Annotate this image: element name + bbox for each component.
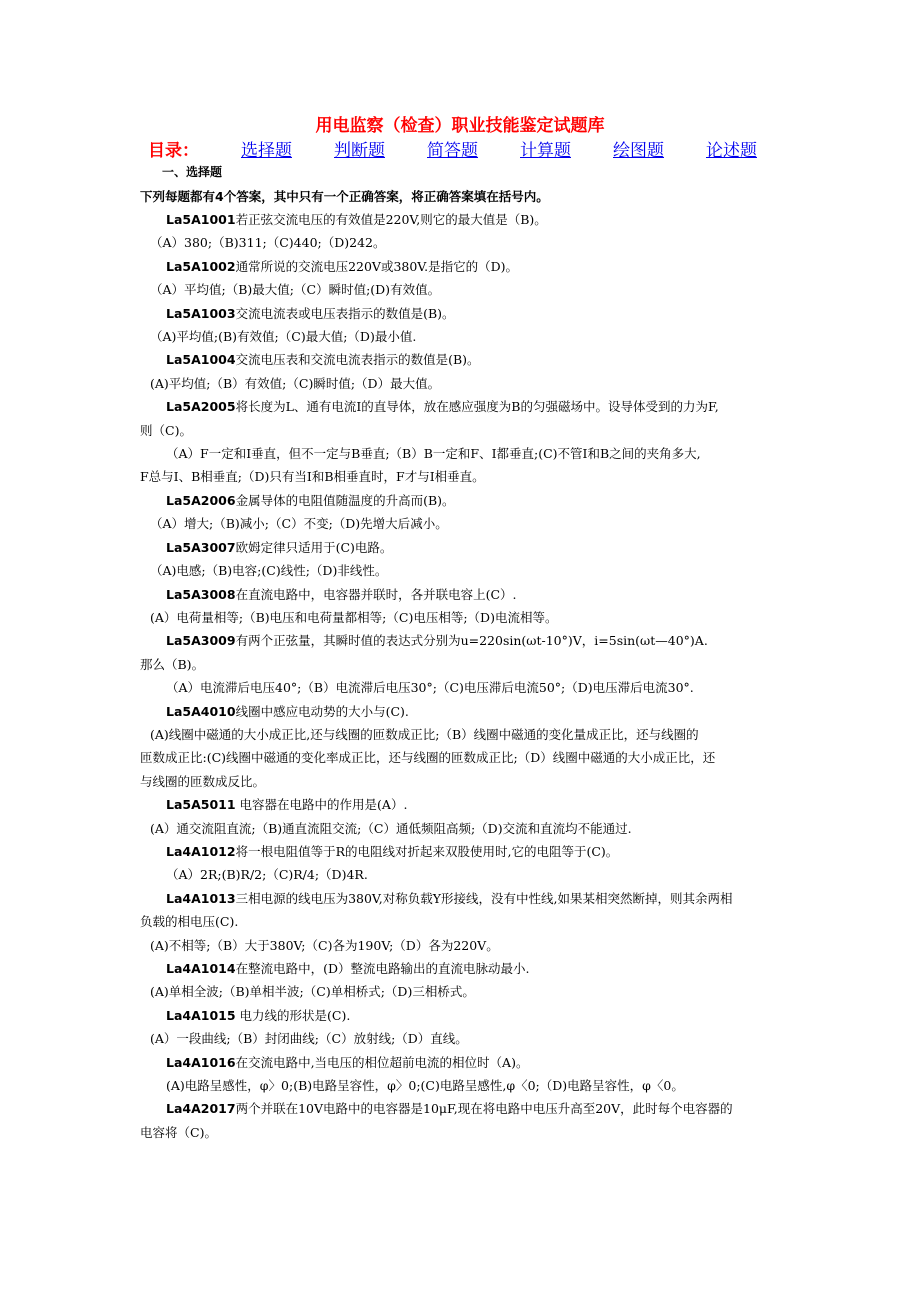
question-code: La4A1016 [166,1054,236,1070]
question-code: La5A1004 [166,352,236,368]
question-text: (A)电路呈感性，φ〉0;(B)电路呈容性，φ〉0;(C)电路呈感性,φ〈0;（D)电路呈容性，φ〈0。 [166,1078,684,1094]
question-text: 金属导体的电阻值随温度的升高而(B)。 [235,492,455,508]
toc-link-calculation[interactable]: 计算题 [520,141,571,161]
question-line [140,465,788,488]
question-text: 欧姆定律只适用于(C)电路。 [235,539,393,555]
question-list [140,208,788,1144]
question-line [140,817,788,840]
question-text: （A）增大;（B)减小;（C）不变;（D)先增大后减小。 [150,516,448,532]
question-stem [140,395,788,418]
question-text: 三相电源的线电压为380V,对称负载Y形接线，没有中性线,如果某相突然断掉，则其余两相 [235,890,733,906]
question-stem [140,348,788,371]
question-text: （A）380;（B)311;（C)440;（D)242。 [150,235,386,251]
question-line [140,980,788,1003]
question-line [140,863,788,886]
question-line [140,606,788,629]
question-text: (A)单相全波;（B)单相半波;（C)单相桥式;（D)三相桥式。 [150,984,475,1000]
question-line [140,676,788,699]
page-title: 用电监察（检查）职业技能鉴定试题库 [315,116,605,136]
question-text: 交流电流表或电压表指示的数值是(B)。 [235,305,455,321]
question-text: 将一根电阻值等于R的电阻线对折起来双股使用时,它的电阻等于(C)。 [235,843,619,859]
question-line [140,512,788,535]
question-line [140,231,788,254]
toc-link-drawing[interactable]: 绘图题 [613,141,664,161]
question-stem [140,489,788,512]
toc-link-judgment[interactable]: 判断题 [334,141,385,161]
question-text: (A)线圈中磁通的大小成正比,还与线圈的匝数成正比;（B）线圈中磁通的变化量成正比，还与线圈的 [150,726,699,742]
question-code: La5A2005 [166,399,236,415]
question-stem [140,1097,788,1120]
toc-link-essay[interactable]: 论述题 [706,141,757,161]
question-text: （A)电感;（B)电容;(C)线性;（D)非线性。 [150,563,388,579]
question-stem [140,536,788,559]
question-text: （A）F一定和I垂直，但不一定与B垂直;（B）B一定和F、I都垂直;(C)不管I和B之间的夹角多大, [166,446,701,462]
question-stem [140,629,788,652]
question-code: La5A1003 [166,305,236,321]
question-text: 两个并联在10V电路中的电容器是10μF,现在将电路中电压升高至20V，此时每个电容器的 [235,1101,733,1117]
question-line [140,934,788,957]
question-text: (A)平均值;（B）有效值;（C)瞬时值;（D）最大值。 [150,375,441,391]
question-text: (A)不相等;（B）大于380V;（C)各为190V;（D）各为220V。 [150,937,499,953]
question-stem [140,1004,788,1027]
question-line [140,559,788,582]
question-line [140,770,788,793]
question-stem [140,700,788,723]
question-code: La4A1015 [166,1007,236,1023]
question-text: (A）通交流阻直流;（B)通直流阻交流;（C）通低频阻高频;（D)交流和直流均不能通过. [150,820,632,836]
question-line [140,325,788,348]
question-text: 负载的相电压(C). [140,914,239,930]
question-code: La4A1012 [166,843,236,859]
question-text: 与线圈的匝数成反比。 [140,773,266,789]
table-of-contents [148,136,888,160]
question-text: （A)平均值;(B)有效值;（C)最大值;（D)最小值. [150,329,417,345]
instruction-text: 下列每题都有4个答案，其中只有一个正确答案，将正确答案填在括号内。 [140,189,549,204]
question-code: La5A3008 [166,586,236,602]
section-heading: 一、选择题 [162,165,223,179]
question-text: 若正弦交流电压的有效值是220V,则它的最大值是（B)。 [235,212,547,227]
question-text: 交流电压表和交流电流表指示的数值是(B)。 [235,352,480,368]
question-code: La4A2017 [166,1101,236,1117]
question-stem [140,887,788,910]
question-line [140,278,788,301]
toc-link-short-answer[interactable]: 简答题 [427,141,478,161]
question-text: （A）平均值;（B)最大值;（C）瞬时值;(D)有效值。 [150,282,441,298]
question-line [140,419,788,442]
question-text: 有两个正弦量，其瞬时值的表达式分别为u=220sin(ωt-10°)V，i=5sin(ωt—40°)A. [235,633,708,649]
question-line [140,442,788,465]
question-stem [140,957,788,980]
question-code: La5A1002 [166,258,236,274]
question-text: （A）电流滞后电压40°;（B）电流滞后电压30°;（C)电压滞后电流50°;（D)电压滞后电流30°. [166,680,694,696]
toc-label: 目录： [148,141,199,161]
question-stem [140,793,788,816]
question-stem [140,208,788,231]
question-text: 线圈中感应电动势的大小与(C). [235,703,409,719]
question-code: La5A4010 [166,703,236,719]
question-line [140,723,788,746]
question-stem [140,840,788,863]
question-text: 在交流电路中,当电压的相位超前电流的相位时（A)。 [235,1054,529,1070]
question-line [140,910,788,933]
question-text: F总与I、B相垂直;（D)只有当I和B相垂直时，F才与I相垂直。 [140,469,485,485]
toc-link-choice[interactable]: 选择题 [241,141,292,161]
question-stem [140,1051,788,1074]
question-code: La5A1001 [166,212,236,227]
question-text: 则（C)。 [140,422,192,438]
question-text: 电容将（C)。 [140,1124,217,1140]
question-code: La5A2006 [166,492,236,508]
question-code: La4A1014 [166,961,236,976]
question-line [140,1121,788,1144]
question-line [140,1074,788,1097]
question-line [140,653,788,676]
question-stem [140,302,788,325]
question-text: 在直流电路中，电容器并联时，各并联电容上(C）. [235,586,517,602]
question-text: 将长度为L、通有电流I的直导体，放在感应强度为B的匀强磁场中。设导体受到的力为F, [235,399,719,415]
question-line [140,1027,788,1050]
question-code: La4A1013 [166,890,236,906]
question-line [140,746,788,769]
question-text: 电容器在电路中的作用是(A）. [235,797,408,813]
question-stem [140,583,788,606]
question-text: （A）2R;(B)R/2;（C)R/4;（D)4R. [166,867,368,883]
question-text: 通常所说的交流电压220V或380V.是指它的（D)。 [235,258,519,274]
question-line [140,372,788,395]
question-stem [140,255,788,278]
question-code: La5A5011 [166,797,236,813]
question-code: La5A3009 [166,633,236,649]
question-text: 匝数成正比:(C)线圈中磁通的变化率成正比，还与线圈的匝数成正比;（D）线圈中磁通的大小成正比，还 [140,750,716,766]
question-text: 那么（B)。 [140,656,205,672]
question-text: (A）电荷量相等;（B)电压和电荷量都相等;（C)电压相等;（D)电流相等。 [150,609,558,625]
question-text: 电力线的形状是(C). [235,1007,351,1023]
question-code: La5A3007 [166,539,236,555]
question-text: 在整流电路中，(D）整流电路输出的直流电脉动最小. [235,961,530,976]
question-text: (A）一段曲线;（B）封闭曲线;（C）放射线;（D）直线。 [150,1031,468,1047]
